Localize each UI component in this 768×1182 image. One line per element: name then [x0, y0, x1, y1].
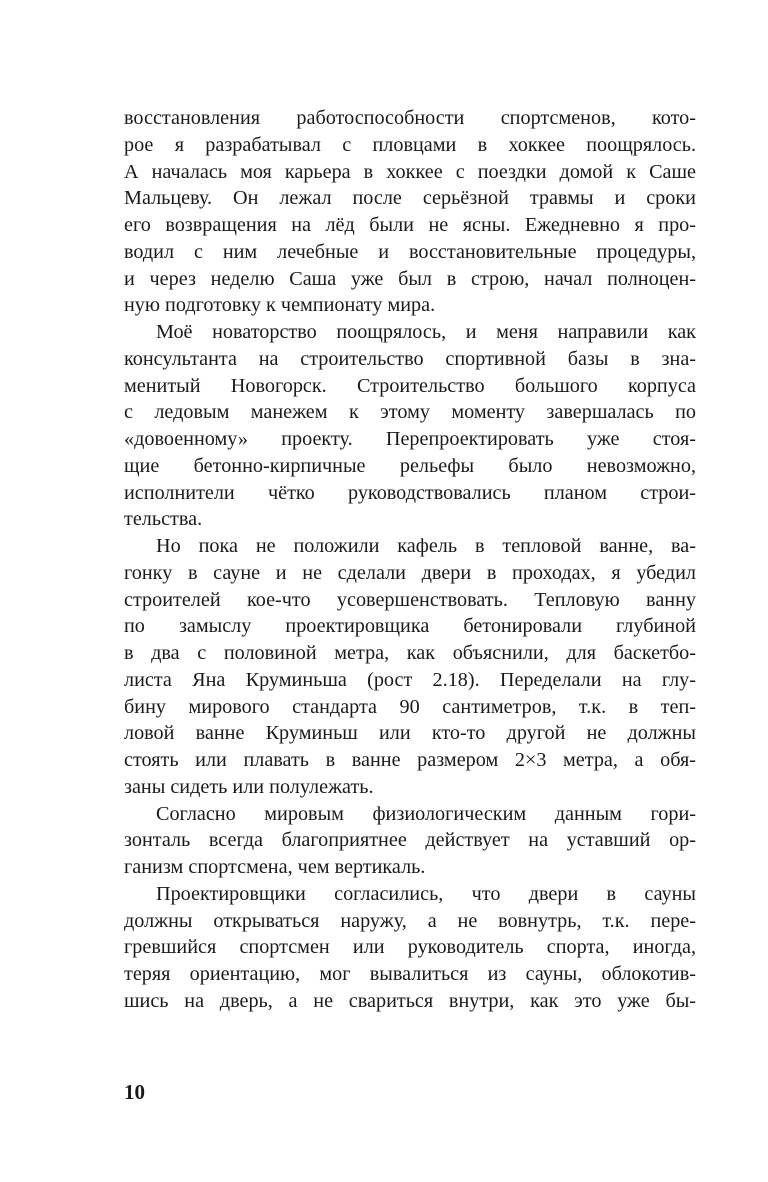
text-line: и через неделю Саша уже был в строю, начал полноцен- [124, 267, 696, 290]
text-line: с ледовым манежем к этому моменту завершалась по [124, 401, 696, 424]
text-line: гревшийся спортсмен или руководитель спорта, иногда, [124, 936, 696, 959]
text-line: строителей кое-что усовершенствовать. Тепловую ванну [124, 588, 696, 611]
text-line: рое я разрабатывал с пловцами в хоккее поощрялось. [124, 133, 696, 156]
text-line: водил с ним лечебные и восстановительные процедуры, [124, 240, 696, 263]
text-line: щие бетонно-кирпичные рельефы было невозможно, [124, 454, 696, 477]
text-line: Проектировщики согласились, что двери в сауны [156, 882, 696, 905]
text-line: в два с половиной метра, как объяснили, для баскетбо- [124, 642, 696, 664]
text-line: листа Яна Круминьша (рост 2.18). Переделали на глу- [124, 668, 696, 691]
text-line: гонку в сауне и не сделали двери в проходах, я убедил [124, 561, 696, 584]
text-line: Согласно мировым физиологическим данным гори- [156, 802, 696, 825]
text-line: Но пока не положили кафель в тепловой ванне, ва- [156, 535, 696, 557]
text-line: должны открываться наружу, а не вовнутрь, т.к. пере- [124, 909, 696, 932]
text-line: ловой ванне Круминьш или кто-то другой не должны [124, 722, 696, 745]
text-line: консультанта на строительство спортивной базы в зна- [124, 347, 696, 370]
text-line: его возвращения на лёд были не ясны. Ежедневно я про- [124, 214, 696, 236]
body-text [124, 105, 696, 1015]
text-line: А началась моя карьера в хоккее с поездки домой к Саше [124, 160, 696, 183]
text-line: тельства. [124, 508, 203, 531]
text-line: теряя ориентацию, мог вывалиться из сауны, облокотив- [124, 963, 696, 985]
text-line: «довоенному» проекту. Перепроектировать уже стоя- [124, 428, 696, 450]
text-line: стоять или плавать в ванне размером 2×3 метра, а обя- [124, 749, 696, 771]
text-line: Мальцеву. Он лежал после серьёзной травмы и сроки [124, 187, 696, 210]
page-number: 10 [124, 1080, 145, 1104]
text-line: шись на дверь, а не свариться внутри, как это уже бы- [124, 989, 696, 1012]
text-line: исполнители чётко руководствовались планом строи- [124, 481, 696, 504]
text-line: бину мирового стандарта 90 сантиметров, т.к. в теп- [124, 695, 696, 718]
text-line: ную подготовку к чемпионату мира. [124, 294, 436, 317]
text-line: ганизм спортсмена, чем вертикаль. [124, 856, 426, 878]
text-line: Моё новаторство поощрялось, и меня направили как [156, 321, 696, 343]
text-line: зонталь всегда благоприятнее действует на уставший ор- [124, 829, 696, 852]
text-line: заны сидеть или полулежать. [124, 775, 374, 798]
text-line: восстановления работоспособности спортсменов, кото- [124, 107, 696, 129]
text-line: менитый Новогорск. Строительство большого корпуса [124, 374, 696, 397]
text-line: по замыслу проектировщика бетонировали глубиной [124, 615, 696, 638]
